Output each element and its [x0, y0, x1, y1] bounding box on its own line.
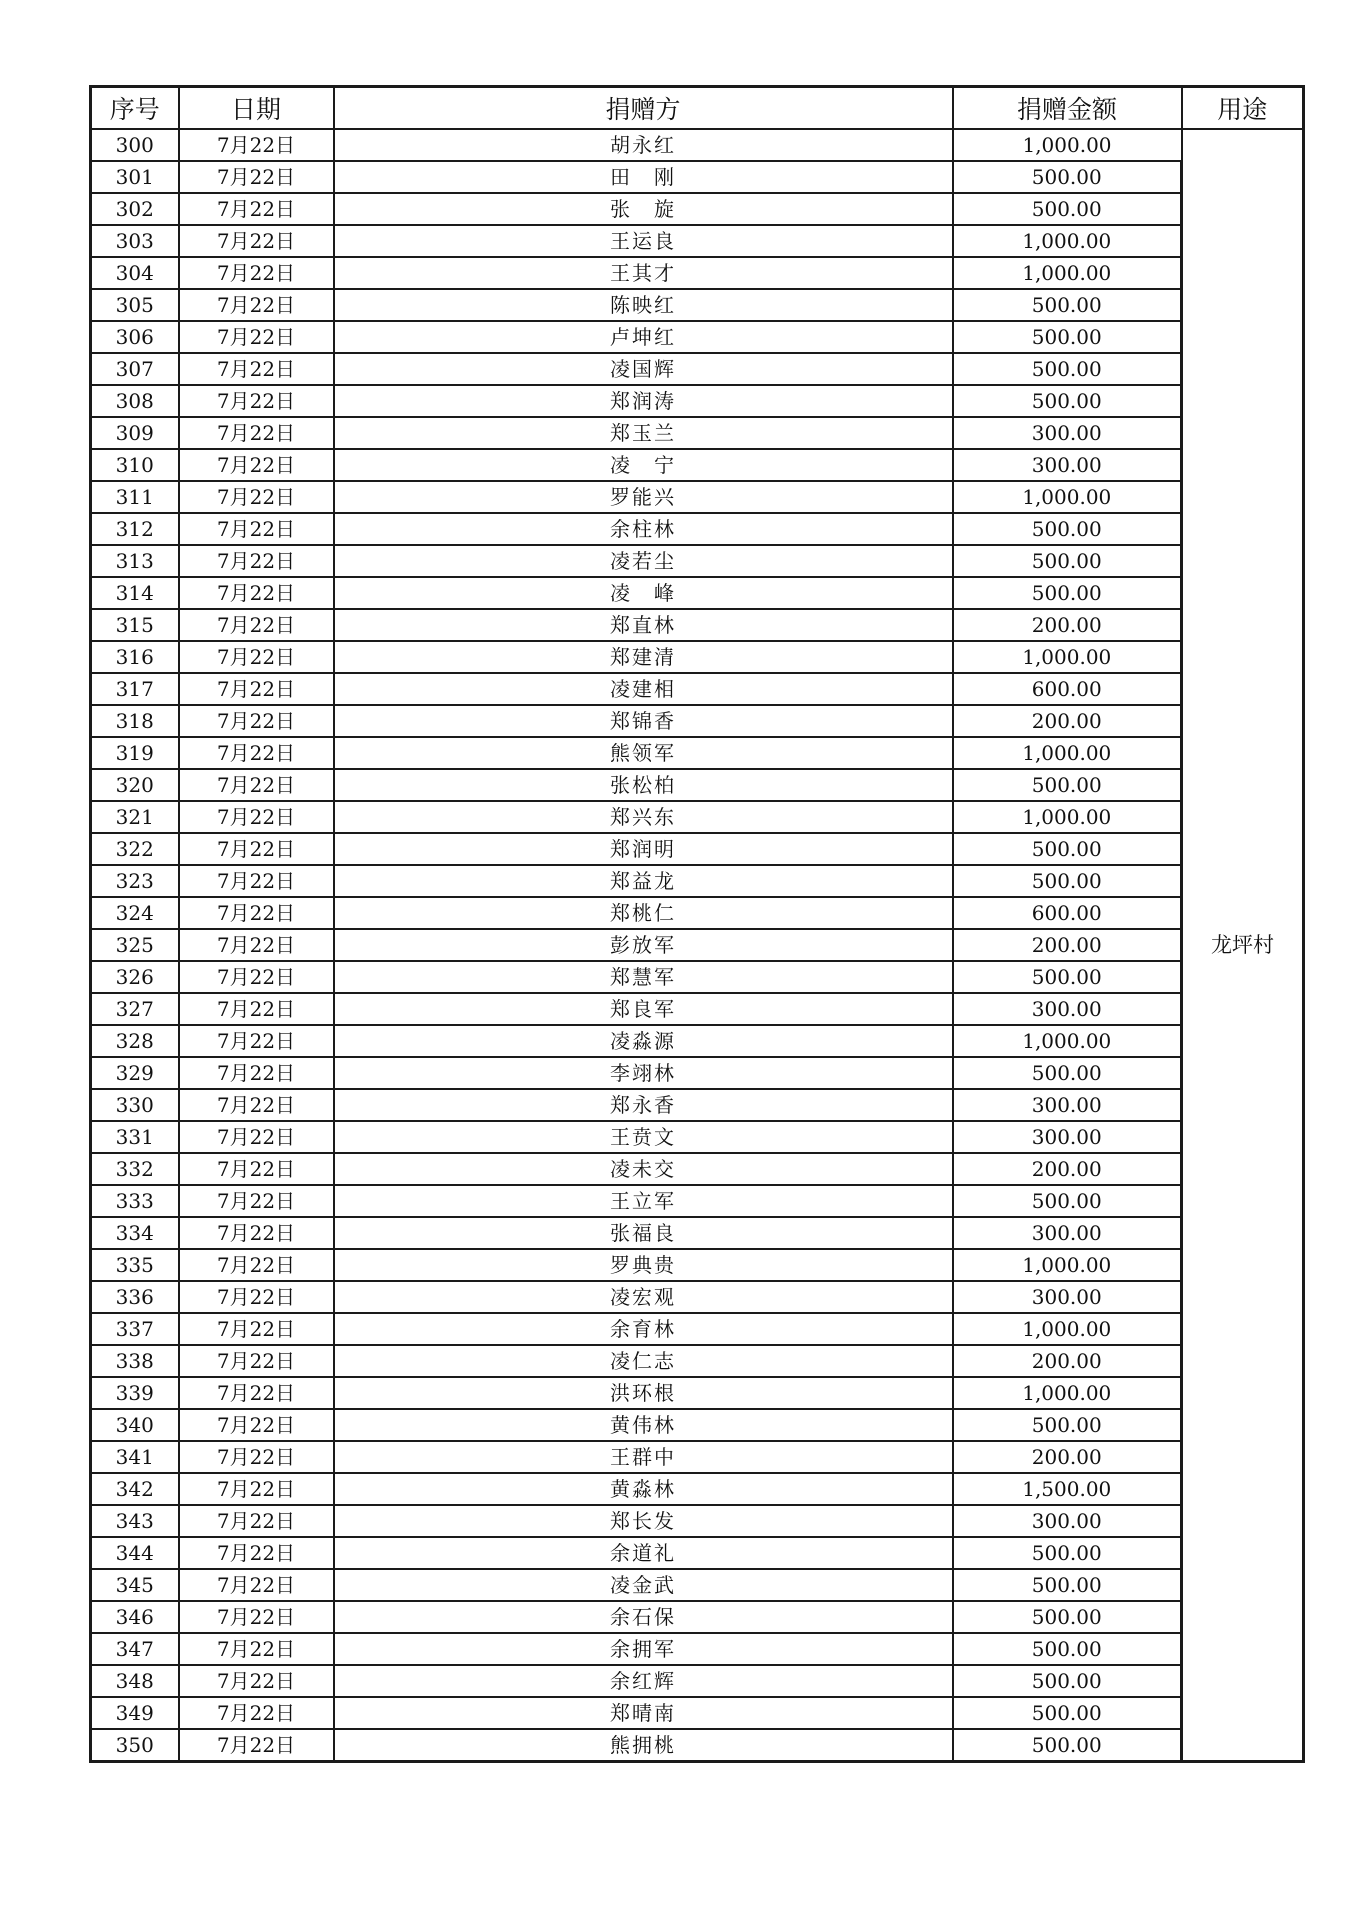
cell-seq: 329 [91, 1057, 179, 1089]
table-row [91, 1185, 1304, 1217]
table-row [91, 801, 1304, 833]
table-row [91, 1089, 1304, 1121]
cell-date: 7月22日 [179, 993, 334, 1025]
table-row [91, 289, 1304, 321]
cell-date: 7月22日 [179, 961, 334, 993]
cell-seq: 312 [91, 513, 179, 545]
cell-date: 7月22日 [179, 1441, 334, 1473]
cell-amount: 500.00 [953, 353, 1182, 385]
table-row [91, 417, 1304, 449]
cell-donor: 熊拥桃 [334, 1729, 953, 1762]
table-row [91, 1057, 1304, 1089]
header-date: 日期 [179, 87, 334, 130]
table-row [91, 609, 1304, 641]
table-row [91, 1409, 1304, 1441]
cell-date: 7月22日 [179, 929, 334, 961]
cell-amount: 1,000.00 [953, 481, 1182, 513]
cell-seq: 320 [91, 769, 179, 801]
table-row [91, 1633, 1304, 1665]
cell-amount: 600.00 [953, 673, 1182, 705]
cell-seq: 347 [91, 1633, 179, 1665]
cell-seq: 323 [91, 865, 179, 897]
cell-amount: 500.00 [953, 1569, 1182, 1601]
cell-date: 7月22日 [179, 737, 334, 769]
cell-seq: 349 [91, 1697, 179, 1729]
cell-donor: 卢坤红 [334, 321, 953, 353]
cell-seq: 324 [91, 897, 179, 929]
cell-date: 7月22日 [179, 1249, 334, 1281]
table-row [91, 769, 1304, 801]
cell-donor: 郑益龙 [334, 865, 953, 897]
cell-amount: 1,000.00 [953, 225, 1182, 257]
cell-donor: 王其才 [334, 257, 953, 289]
cell-donor: 郑玉兰 [334, 417, 953, 449]
cell-date: 7月22日 [179, 289, 334, 321]
cell-date: 7月22日 [179, 1153, 334, 1185]
cell-seq: 310 [91, 449, 179, 481]
cell-amount: 500.00 [953, 1633, 1182, 1665]
cell-amount: 500.00 [953, 1409, 1182, 1441]
cell-amount: 300.00 [953, 993, 1182, 1025]
cell-amount: 300.00 [953, 1281, 1182, 1313]
table-row [91, 1153, 1304, 1185]
cell-amount: 500.00 [953, 289, 1182, 321]
cell-amount: 300.00 [953, 1089, 1182, 1121]
cell-donor: 郑晴南 [334, 1697, 953, 1729]
cell-amount: 300.00 [953, 417, 1182, 449]
table-row [91, 1697, 1304, 1729]
cell-date: 7月22日 [179, 1025, 334, 1057]
cell-seq: 325 [91, 929, 179, 961]
cell-donor: 李翊林 [334, 1057, 953, 1089]
cell-amount: 500.00 [953, 1665, 1182, 1697]
table-row [91, 1537, 1304, 1569]
cell-donor: 余道礼 [334, 1537, 953, 1569]
cell-date: 7月22日 [179, 481, 334, 513]
cell-date: 7月22日 [179, 1185, 334, 1217]
table-row [91, 225, 1304, 257]
cell-seq: 302 [91, 193, 179, 225]
cell-amount: 500.00 [953, 865, 1182, 897]
cell-amount: 500.00 [953, 577, 1182, 609]
table-row [91, 1345, 1304, 1377]
cell-donor: 郑润明 [334, 833, 953, 865]
cell-donor: 余红辉 [334, 1665, 953, 1697]
cell-donor: 洪环根 [334, 1377, 953, 1409]
cell-date: 7月22日 [179, 1057, 334, 1089]
cell-date: 7月22日 [179, 801, 334, 833]
table-row [91, 1665, 1304, 1697]
cell-seq: 318 [91, 705, 179, 737]
cell-date: 7月22日 [179, 225, 334, 257]
cell-seq: 346 [91, 1601, 179, 1633]
cell-date: 7月22日 [179, 609, 334, 641]
cell-amount: 200.00 [953, 1345, 1182, 1377]
cell-donor: 余拥军 [334, 1633, 953, 1665]
cell-date: 7月22日 [179, 833, 334, 865]
cell-donor: 余石保 [334, 1601, 953, 1633]
cell-seq: 333 [91, 1185, 179, 1217]
cell-seq: 313 [91, 545, 179, 577]
cell-amount: 300.00 [953, 449, 1182, 481]
cell-amount: 1,000.00 [953, 257, 1182, 289]
cell-donor: 凌金武 [334, 1569, 953, 1601]
table-body [91, 129, 1304, 1762]
cell-amount: 1,000.00 [953, 1025, 1182, 1057]
table-row [91, 865, 1304, 897]
cell-date: 7月22日 [179, 1089, 334, 1121]
cell-amount: 1,500.00 [953, 1473, 1182, 1505]
cell-seq: 340 [91, 1409, 179, 1441]
cell-seq: 309 [91, 417, 179, 449]
table-row [91, 1505, 1304, 1537]
cell-seq: 344 [91, 1537, 179, 1569]
cell-amount: 1,000.00 [953, 801, 1182, 833]
cell-seq: 345 [91, 1569, 179, 1601]
table-row [91, 705, 1304, 737]
cell-donor: 陈映红 [334, 289, 953, 321]
cell-donor: 余柱林 [334, 513, 953, 545]
cell-seq: 332 [91, 1153, 179, 1185]
cell-purpose: 龙坪村 [1182, 129, 1304, 1762]
cell-seq: 303 [91, 225, 179, 257]
cell-date: 7月22日 [179, 1665, 334, 1697]
cell-seq: 337 [91, 1313, 179, 1345]
cell-donor: 凌宏观 [334, 1281, 953, 1313]
cell-seq: 304 [91, 257, 179, 289]
cell-donor: 凌 宁 [334, 449, 953, 481]
cell-donor: 张福良 [334, 1217, 953, 1249]
cell-seq: 327 [91, 993, 179, 1025]
cell-donor: 凌仁志 [334, 1345, 953, 1377]
cell-date: 7月22日 [179, 513, 334, 545]
cell-date: 7月22日 [179, 257, 334, 289]
cell-date: 7月22日 [179, 385, 334, 417]
cell-seq: 331 [91, 1121, 179, 1153]
table-row [91, 449, 1304, 481]
header-seq: 序号 [91, 87, 179, 130]
cell-amount: 1,000.00 [953, 129, 1182, 161]
cell-seq: 330 [91, 1089, 179, 1121]
cell-amount: 500.00 [953, 1185, 1182, 1217]
table-row [91, 353, 1304, 385]
cell-date: 7月22日 [179, 1409, 334, 1441]
table-row [91, 1377, 1304, 1409]
cell-date: 7月22日 [179, 1729, 334, 1762]
cell-seq: 308 [91, 385, 179, 417]
table-row [91, 513, 1304, 545]
cell-donor: 郑兴东 [334, 801, 953, 833]
table-row [91, 1249, 1304, 1281]
cell-amount: 200.00 [953, 705, 1182, 737]
cell-amount: 500.00 [953, 193, 1182, 225]
donation-table [89, 85, 1305, 1763]
cell-donor: 郑桃仁 [334, 897, 953, 929]
cell-date: 7月22日 [179, 1345, 334, 1377]
table-row [91, 257, 1304, 289]
cell-date: 7月22日 [179, 1377, 334, 1409]
cell-amount: 1,000.00 [953, 737, 1182, 769]
cell-amount: 600.00 [953, 897, 1182, 929]
cell-date: 7月22日 [179, 1217, 334, 1249]
table-row [91, 1121, 1304, 1153]
cell-seq: 343 [91, 1505, 179, 1537]
cell-seq: 334 [91, 1217, 179, 1249]
cell-seq: 301 [91, 161, 179, 193]
cell-donor: 凌未交 [334, 1153, 953, 1185]
cell-donor: 田 刚 [334, 161, 953, 193]
cell-donor: 郑润涛 [334, 385, 953, 417]
cell-amount: 200.00 [953, 929, 1182, 961]
cell-seq: 306 [91, 321, 179, 353]
cell-seq: 319 [91, 737, 179, 769]
cell-amount: 200.00 [953, 609, 1182, 641]
table-row [91, 1473, 1304, 1505]
table-row [91, 833, 1304, 865]
cell-seq: 311 [91, 481, 179, 513]
cell-donor: 余育林 [334, 1313, 953, 1345]
cell-seq: 305 [91, 289, 179, 321]
cell-date: 7月22日 [179, 1537, 334, 1569]
cell-donor: 张松柏 [334, 769, 953, 801]
cell-amount: 1,000.00 [953, 641, 1182, 673]
cell-donor: 罗典贵 [334, 1249, 953, 1281]
cell-amount: 1,000.00 [953, 1249, 1182, 1281]
cell-seq: 307 [91, 353, 179, 385]
cell-date: 7月22日 [179, 193, 334, 225]
table-row [91, 929, 1304, 961]
cell-donor: 凌若尘 [334, 545, 953, 577]
table-row [91, 673, 1304, 705]
cell-seq: 341 [91, 1441, 179, 1473]
cell-donor: 黄伟林 [334, 1409, 953, 1441]
header-amount: 捐赠金额 [953, 87, 1182, 130]
table-row [91, 129, 1304, 161]
table-row [91, 321, 1304, 353]
cell-donor: 罗能兴 [334, 481, 953, 513]
cell-amount: 500.00 [953, 545, 1182, 577]
cell-donor: 彭放军 [334, 929, 953, 961]
cell-seq: 339 [91, 1377, 179, 1409]
cell-date: 7月22日 [179, 1281, 334, 1313]
cell-donor: 凌淼源 [334, 1025, 953, 1057]
cell-donor: 胡永红 [334, 129, 953, 161]
cell-donor: 郑良军 [334, 993, 953, 1025]
cell-seq: 348 [91, 1665, 179, 1697]
cell-date: 7月22日 [179, 865, 334, 897]
table-row [91, 1569, 1304, 1601]
cell-donor: 凌建相 [334, 673, 953, 705]
cell-amount: 200.00 [953, 1153, 1182, 1185]
cell-amount: 500.00 [953, 1697, 1182, 1729]
table-row [91, 1441, 1304, 1473]
cell-donor: 王群中 [334, 1441, 953, 1473]
table-row [91, 737, 1304, 769]
cell-amount: 500.00 [953, 961, 1182, 993]
cell-date: 7月22日 [179, 545, 334, 577]
cell-seq: 342 [91, 1473, 179, 1505]
cell-amount: 1,000.00 [953, 1313, 1182, 1345]
cell-date: 7月22日 [179, 577, 334, 609]
cell-seq: 328 [91, 1025, 179, 1057]
cell-seq: 350 [91, 1729, 179, 1762]
cell-donor: 王贲文 [334, 1121, 953, 1153]
cell-donor: 郑建清 [334, 641, 953, 673]
cell-date: 7月22日 [179, 449, 334, 481]
table-row [91, 961, 1304, 993]
cell-donor: 王立军 [334, 1185, 953, 1217]
cell-date: 7月22日 [179, 1569, 334, 1601]
table-row [91, 385, 1304, 417]
cell-donor: 郑长发 [334, 1505, 953, 1537]
table-row [91, 1729, 1304, 1762]
cell-seq: 335 [91, 1249, 179, 1281]
cell-seq: 317 [91, 673, 179, 705]
table-row [91, 481, 1304, 513]
cell-date: 7月22日 [179, 1697, 334, 1729]
cell-date: 7月22日 [179, 897, 334, 929]
cell-amount: 200.00 [953, 1441, 1182, 1473]
cell-donor: 黄淼林 [334, 1473, 953, 1505]
cell-date: 7月22日 [179, 705, 334, 737]
cell-date: 7月22日 [179, 417, 334, 449]
cell-seq: 326 [91, 961, 179, 993]
header-row [91, 87, 1304, 130]
table-row [91, 161, 1304, 193]
cell-amount: 300.00 [953, 1121, 1182, 1153]
cell-donor: 熊领军 [334, 737, 953, 769]
header-purpose: 用途 [1182, 87, 1304, 130]
table-row [91, 993, 1304, 1025]
cell-donor: 张 旋 [334, 193, 953, 225]
cell-date: 7月22日 [179, 769, 334, 801]
cell-donor: 凌 峰 [334, 577, 953, 609]
table-row [91, 641, 1304, 673]
cell-date: 7月22日 [179, 1601, 334, 1633]
cell-seq: 321 [91, 801, 179, 833]
cell-amount: 300.00 [953, 1217, 1182, 1249]
cell-amount: 500.00 [953, 161, 1182, 193]
cell-amount: 1,000.00 [953, 1377, 1182, 1409]
cell-seq: 338 [91, 1345, 179, 1377]
cell-amount: 500.00 [953, 769, 1182, 801]
cell-amount: 500.00 [953, 1537, 1182, 1569]
cell-seq: 316 [91, 641, 179, 673]
cell-date: 7月22日 [179, 1505, 334, 1537]
table-row [91, 897, 1304, 929]
cell-date: 7月22日 [179, 1313, 334, 1345]
table-row [91, 1025, 1304, 1057]
cell-donor: 凌国辉 [334, 353, 953, 385]
cell-date: 7月22日 [179, 161, 334, 193]
cell-date: 7月22日 [179, 321, 334, 353]
cell-seq: 300 [91, 129, 179, 161]
cell-donor: 郑慧军 [334, 961, 953, 993]
cell-date: 7月22日 [179, 353, 334, 385]
cell-amount: 500.00 [953, 833, 1182, 865]
cell-seq: 314 [91, 577, 179, 609]
cell-amount: 500.00 [953, 1729, 1182, 1762]
cell-donor: 郑永香 [334, 1089, 953, 1121]
cell-donor: 王运良 [334, 225, 953, 257]
table-row [91, 1313, 1304, 1345]
cell-date: 7月22日 [179, 1473, 334, 1505]
cell-amount: 500.00 [953, 1601, 1182, 1633]
cell-date: 7月22日 [179, 1633, 334, 1665]
table-header [91, 87, 1304, 130]
table-row [91, 577, 1304, 609]
table-row [91, 193, 1304, 225]
cell-amount: 500.00 [953, 321, 1182, 353]
cell-date: 7月22日 [179, 641, 334, 673]
cell-amount: 500.00 [953, 385, 1182, 417]
table-row [91, 1601, 1304, 1633]
cell-date: 7月22日 [179, 673, 334, 705]
cell-amount: 500.00 [953, 1057, 1182, 1089]
table-row [91, 545, 1304, 577]
cell-seq: 336 [91, 1281, 179, 1313]
table-row [91, 1281, 1304, 1313]
cell-donor: 郑直林 [334, 609, 953, 641]
cell-amount: 500.00 [953, 513, 1182, 545]
cell-date: 7月22日 [179, 1121, 334, 1153]
cell-donor: 郑锦香 [334, 705, 953, 737]
cell-seq: 322 [91, 833, 179, 865]
cell-date: 7月22日 [179, 129, 334, 161]
table-row [91, 1217, 1304, 1249]
cell-seq: 315 [91, 609, 179, 641]
cell-amount: 300.00 [953, 1505, 1182, 1537]
header-donor: 捐赠方 [334, 87, 953, 130]
